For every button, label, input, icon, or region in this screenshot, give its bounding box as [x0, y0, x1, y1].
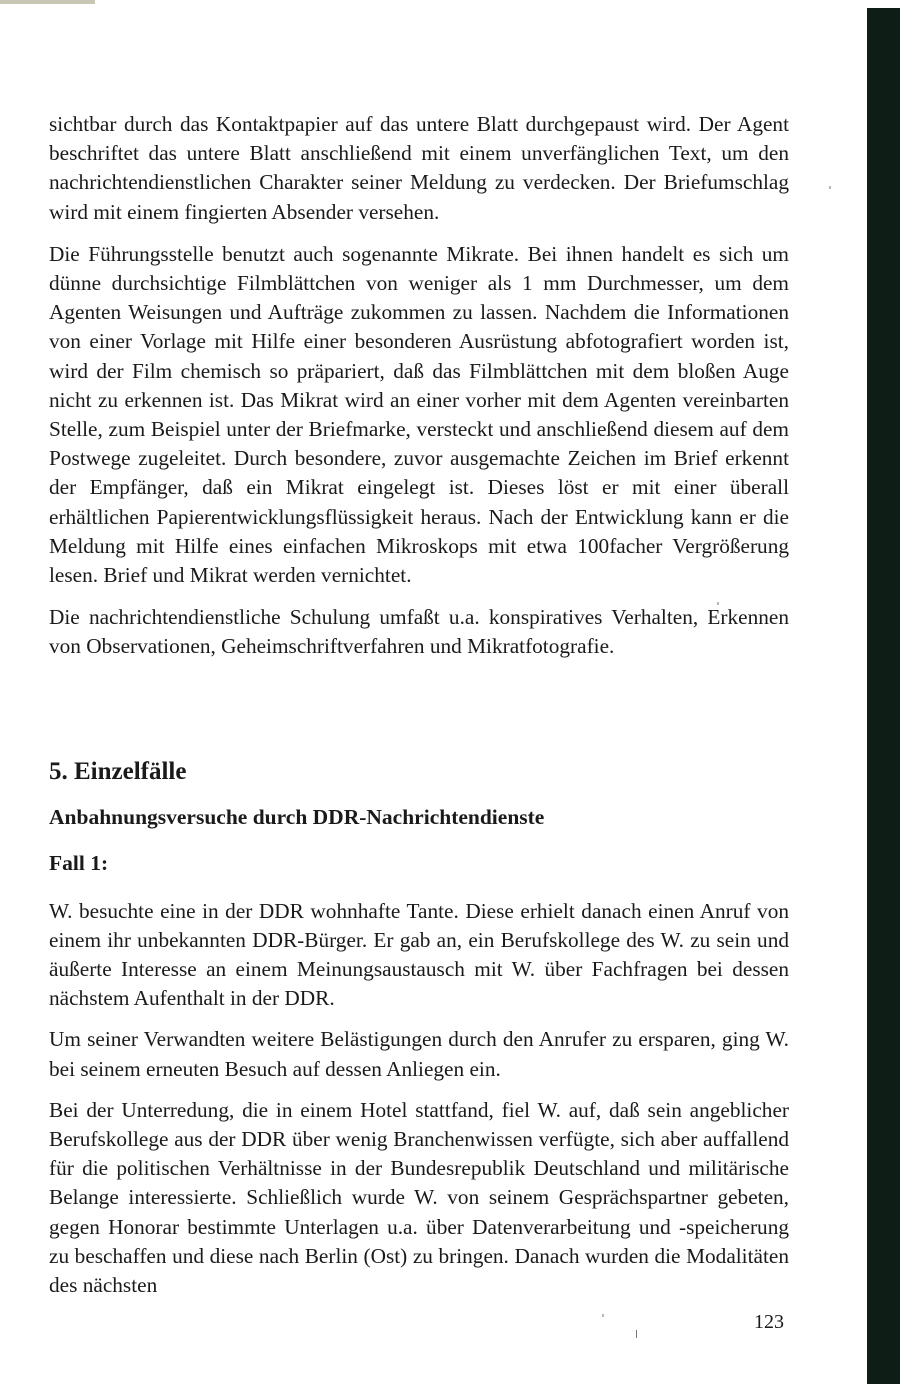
page-number: 123: [754, 1311, 784, 1333]
dust-speck: [602, 1314, 604, 1317]
scan-edge-mark: [0, 0, 95, 4]
paragraph: sichtbar durch das Kontaktpapier auf das untere Blatt durchgepaust wird. Der Agent beschriftet das untere Blatt anschließend mit einem unverfänglichen Text, um den nachrichtendienstlichen Charakter seiner Meldung zu verdecken. Der Briefumschlag wird mit einem fingierten Absender versehen.: [49, 112, 789, 224]
paragraph: Um seiner Verwandten weitere Belästigungen durch den Anrufer zu ersparen, ging W. bei seinem erneuten Besuch auf dessen Anliegen ein.: [49, 1027, 789, 1081]
section-heading: 5. Einzelfälle: [49, 757, 187, 785]
paragraph: Bei der Unterredung, die in einem Hotel stattfand, fiel W. auf, daß sein angeblicher Berufskollege aus der DDR über wenig Branchenwissen verfügte, sich aber auffallend für die politischen Verhältnisse in der Bundesrepublik Deutschland und militärische Belange interessierte. Schließlich wurde W. von seinem Gesprächspartner gebeten, gegen Honorar bestimmte Unterlagen u.a. über Datenverarbeitung und -speicherung zu beschaffen und diese nach Berlin (Ost) zu bringen. Danach wurden die Modalitäten des nächsten: [49, 1097, 789, 1298]
paragraph: W. besuchte eine in der DDR wohnhafte Tante. Diese erhielt danach einen Anruf von einem ihr unbekannten DDR-Bürger. Er gab an, ein Berufskollege des W. zu sein und äußerte Interesse an einem Meinungsaustausch mit W. über Fachfragen bei dessen nächstem Aufenthalt in der DDR.: [49, 898, 789, 1011]
book-spine-shadow: [867, 0, 900, 1384]
paragraph: Die nachrichtendienstliche Schulung umfaßt u.a. konspiratives Verhalten, Erkennen von Observationen, Geheimschriftverfahren und Mikratfotografie.: [49, 605, 789, 659]
dust-speck: [829, 186, 831, 189]
page-body: [49, 110, 789, 1312]
case-body: [49, 897, 789, 1301]
case-heading: Fall 1:: [49, 850, 109, 875]
dust-speck: [636, 1330, 637, 1338]
subsection-heading: Anbahnungsversuche durch DDR-Nachrichtendienste: [49, 804, 545, 829]
paragraph: Die Führungsstelle benutzt auch sogenannte Mikrate. Bei ihnen handelt es sich um dünne durchsichtige Filmblättchen von weniger als 1 mm Durchmesser, um dem Agenten Weisungen und Aufträge zukommen zu lassen. Nachdem die Informationen von einer Vorlage mit Hilfe einer besonderen Ausrüstung abfotografiert worden ist, wird der Film chemisch so präpariert, daß das Filmblättchen mit dem bloßen Auge nicht zu erkennen ist. Das Mikrat wird an einer vorher mit dem Agenten vereinbarten Stelle, zum Beispiel unter der Briefmarke, versteckt und anschließend diesem auf dem Postwege zugeleitet. Durch besondere, zuvor ausgemachte Zeichen im Brief erkennt der Empfänger, daß ein Mikrat eingelegt ist. Dieses löst er mit einer überall erhältlichen Papierentwicklungsflüssigkeit heraus. Nach der Entwicklung kann er die Meldung mit Hilfe eines einfachen Mikroskops mit etwa 100facher Vergrößerung lesen. Brief und Mikrat werden vernichtet.: [49, 241, 789, 588]
